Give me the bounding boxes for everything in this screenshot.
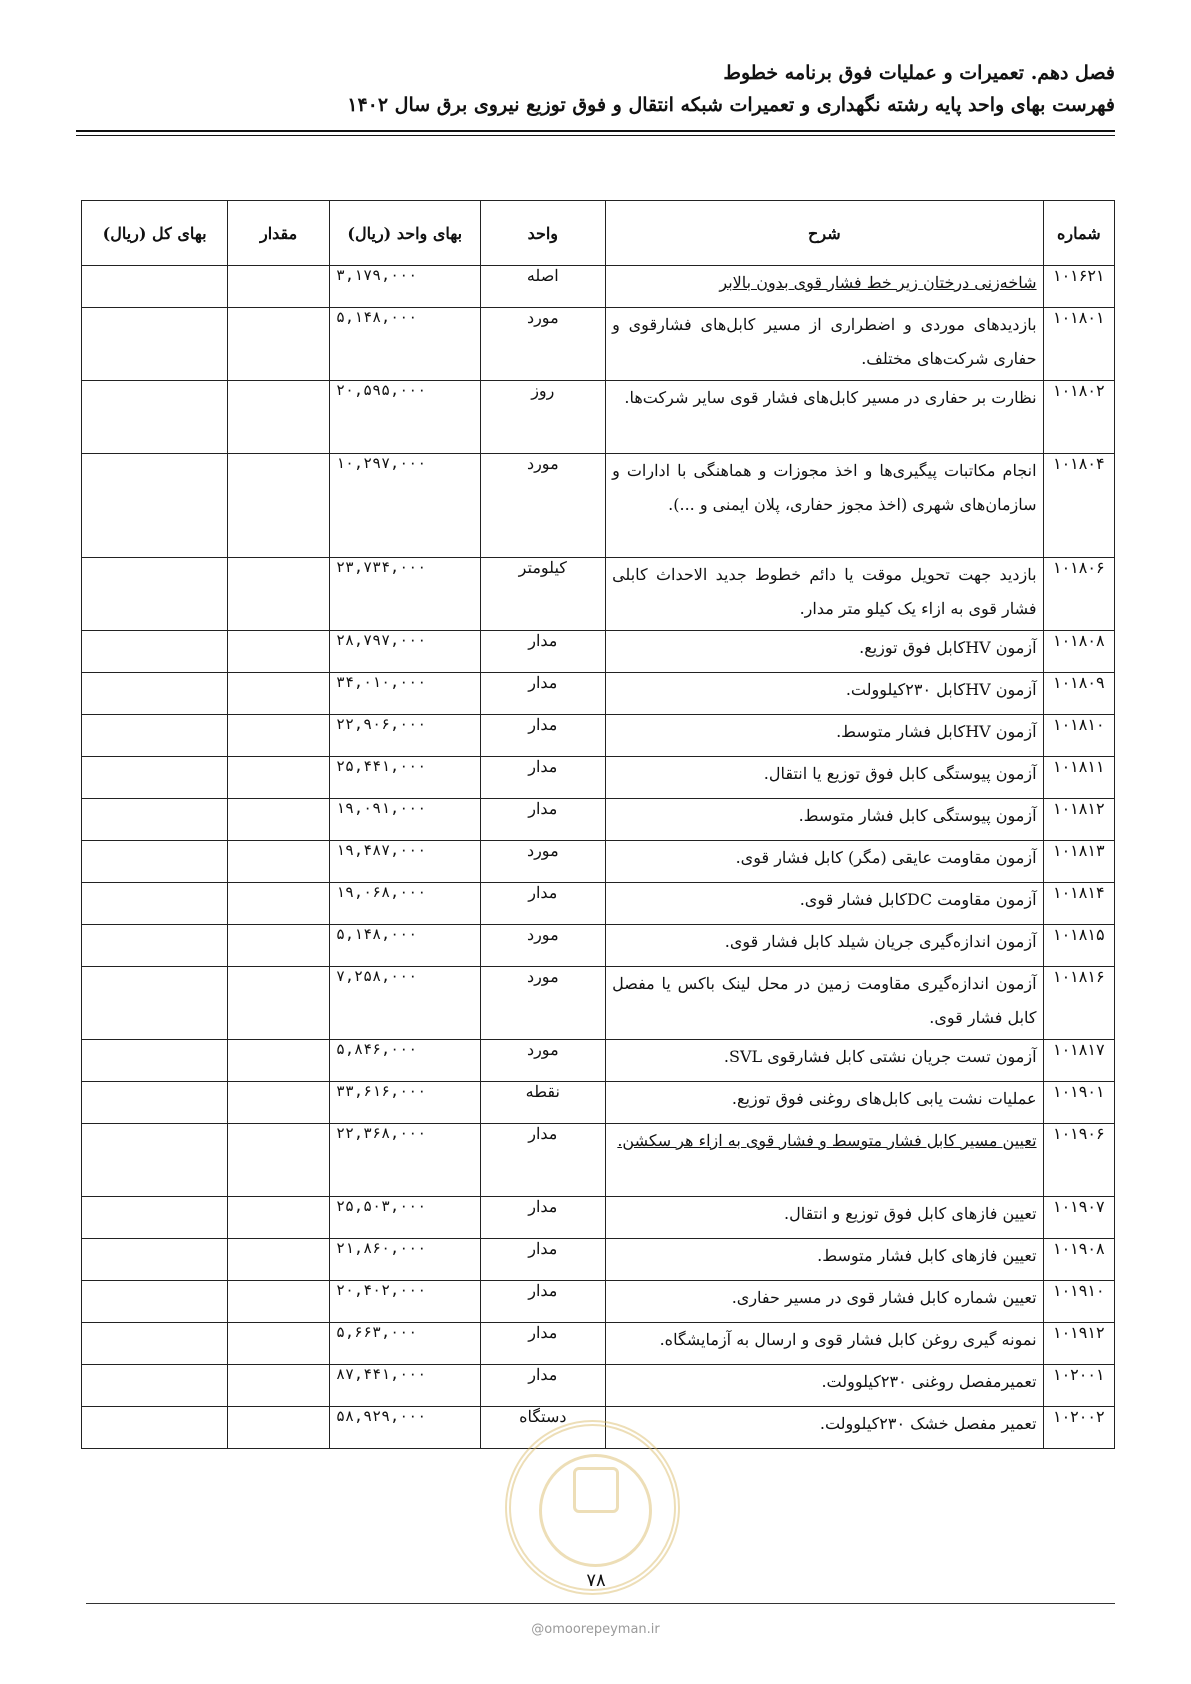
item-description: آزمون اندازه‌گیری جریان شیلد کابل فشار قوی. xyxy=(606,925,1043,967)
item-total xyxy=(82,1197,228,1239)
item-unit: مدار xyxy=(480,757,606,799)
item-unit: مورد xyxy=(480,967,606,1040)
item-quantity xyxy=(228,1323,330,1365)
item-unit: مورد xyxy=(480,308,606,381)
item-quantity xyxy=(228,1365,330,1407)
item-code: ۱۰۱۸۰۴ xyxy=(1043,454,1114,558)
table-row xyxy=(82,308,1115,381)
item-unit: نقطه xyxy=(480,1082,606,1124)
price-list-table xyxy=(81,200,1115,1449)
item-total xyxy=(82,631,228,673)
item-quantity xyxy=(228,883,330,925)
item-code: ۱۰۱۶۲۱ xyxy=(1043,266,1114,308)
table-row xyxy=(82,757,1115,799)
item-total xyxy=(82,925,228,967)
item-description: تعمیر مفصل خشک ۲۳۰کیلوولت. xyxy=(606,1407,1043,1449)
item-unit: روز xyxy=(480,381,606,454)
table-row xyxy=(82,558,1115,631)
item-unit-price: ۳,۱۷۹,۰۰۰ xyxy=(330,266,481,308)
item-code: ۱۰۱۹۰۶ xyxy=(1043,1124,1114,1197)
item-quantity xyxy=(228,1082,330,1124)
site-watermark: @omoorepeyman.ir xyxy=(531,1622,660,1637)
item-unit: مورد xyxy=(480,925,606,967)
item-code: ۱۰۱۸۱۷ xyxy=(1043,1040,1114,1082)
item-code: ۱۰۱۹۰۸ xyxy=(1043,1239,1114,1281)
item-quantity xyxy=(228,1407,330,1449)
item-total xyxy=(82,381,228,454)
table-row xyxy=(82,1281,1115,1323)
col-header-unit-price: بهای واحد (ریال) xyxy=(330,201,481,266)
col-header-qty: مقدار xyxy=(228,201,330,266)
item-code: ۱۰۱۹۱۰ xyxy=(1043,1281,1114,1323)
item-unit: مورد xyxy=(480,841,606,883)
item-unit-price: ۱۹,۰۶۸,۰۰۰ xyxy=(330,883,481,925)
table-row xyxy=(82,1124,1115,1197)
item-unit: مدار xyxy=(480,673,606,715)
item-description-text: تعیین مسیر کابل فشار متوسط و فشار قوی به ازاء هر سکشن. xyxy=(617,1131,1037,1150)
item-total xyxy=(82,1239,228,1281)
item-total xyxy=(82,1124,228,1197)
item-total xyxy=(82,967,228,1040)
item-description-text: شاخه‌زنی درختان زیر خط فشار قوی بدون بالابر xyxy=(719,273,1037,292)
item-description: آزمون پیوستگی کابل فشار متوسط. xyxy=(606,799,1043,841)
document-subtitle: فهرست بهای واحد پایه رشته نگهداری و تعمیرات شبکه انتقال و فوق توزیع نیروی برق سال ۱۴۰۲ xyxy=(347,94,1115,116)
item-total xyxy=(82,1365,228,1407)
item-code: ۱۰۱۸۰۶ xyxy=(1043,558,1114,631)
table-row xyxy=(82,266,1115,308)
item-quantity xyxy=(228,631,330,673)
item-unit-price: ۲۰,۴۰۲,۰۰۰ xyxy=(330,1281,481,1323)
item-description: آزمون مقاومت DCکابل فشار قوی. xyxy=(606,883,1043,925)
item-description: تعیین شماره کابل فشار قوی در مسیر حفاری. xyxy=(606,1281,1043,1323)
table-row xyxy=(82,925,1115,967)
table-row xyxy=(82,799,1115,841)
item-code: ۱۰۲۰۰۱ xyxy=(1043,1365,1114,1407)
item-code: ۱۰۱۸۱۰ xyxy=(1043,715,1114,757)
item-code: ۱۰۱۹۰۱ xyxy=(1043,1082,1114,1124)
table-row xyxy=(82,1365,1115,1407)
item-quantity xyxy=(228,925,330,967)
table-row xyxy=(82,883,1115,925)
item-code: ۱۰۱۸۱۱ xyxy=(1043,757,1114,799)
item-quantity xyxy=(228,673,330,715)
item-total xyxy=(82,715,228,757)
item-total xyxy=(82,799,228,841)
item-code: ۱۰۱۸۰۲ xyxy=(1043,381,1114,454)
item-unit-price: ۵,۶۶۳,۰۰۰ xyxy=(330,1323,481,1365)
item-unit: مورد xyxy=(480,454,606,558)
item-description: تعیین فازهای کابل فشار متوسط. xyxy=(606,1239,1043,1281)
item-description: تعمیرمفصل روغنی ۲۳۰کیلوولت. xyxy=(606,1365,1043,1407)
item-unit-price: ۱۰,۲۹۷,۰۰۰ xyxy=(330,454,481,558)
item-unit: کیلومتر xyxy=(480,558,606,631)
item-unit-price: ۲۵,۵۰۳,۰۰۰ xyxy=(330,1197,481,1239)
table-row xyxy=(82,1239,1115,1281)
item-description xyxy=(606,1124,1043,1197)
item-unit: اصله xyxy=(480,266,606,308)
item-description: عملیات نشت یابی کابل‌های روغنی فوق توزیع. xyxy=(606,1082,1043,1124)
item-unit-price: ۲۵,۴۴۱,۰۰۰ xyxy=(330,757,481,799)
item-description: انجام مکاتبات پیگیری‌ها و اخذ مجوزات و هماهنگی با ادارات و سازمان‌های شهری (اخذ مجوز حفاری، پلان ایمنی و ...). xyxy=(606,454,1043,558)
item-unit: مدار xyxy=(480,1281,606,1323)
item-quantity xyxy=(228,308,330,381)
item-unit-price: ۱۹,۴۸۷,۰۰۰ xyxy=(330,841,481,883)
item-unit: دستگاه xyxy=(480,1407,606,1449)
item-description: آزمون مقاومت عایقی (مگر) کابل فشار قوی. xyxy=(606,841,1043,883)
table-row xyxy=(82,1082,1115,1124)
item-total xyxy=(82,308,228,381)
item-description: آزمون تست جریان نشتی کابل فشارقوی SVL. xyxy=(606,1040,1043,1082)
table-row xyxy=(82,1323,1115,1365)
watermark-seal xyxy=(505,1420,680,1595)
item-unit: مدار xyxy=(480,883,606,925)
item-unit: مدار xyxy=(480,715,606,757)
item-unit: مدار xyxy=(480,1239,606,1281)
item-unit-price: ۲۲,۳۶۸,۰۰۰ xyxy=(330,1124,481,1197)
item-unit-price: ۲۲,۹۰۶,۰۰۰ xyxy=(330,715,481,757)
item-code: ۱۰۱۹۱۲ xyxy=(1043,1323,1114,1365)
item-unit: مدار xyxy=(480,1323,606,1365)
item-quantity xyxy=(228,1281,330,1323)
item-description: آزمون HVکابل فوق توزیع. xyxy=(606,631,1043,673)
item-quantity xyxy=(228,967,330,1040)
item-unit-price: ۷,۲۵۸,۰۰۰ xyxy=(330,967,481,1040)
item-code: ۱۰۱۸۰۹ xyxy=(1043,673,1114,715)
item-description: آزمون HVکابل ۲۳۰کیلوولت. xyxy=(606,673,1043,715)
item-code: ۱۰۱۸۱۵ xyxy=(1043,925,1114,967)
item-description: بازدیدهای موردی و اضطراری از مسیر کابل‌های فشارقوی و حفاری شرکت‌های مختلف. xyxy=(606,308,1043,381)
item-total xyxy=(82,1040,228,1082)
page-number: ۷۸ xyxy=(586,1570,606,1591)
item-unit-price: ۳۳,۶۱۶,۰۰۰ xyxy=(330,1082,481,1124)
item-total xyxy=(82,673,228,715)
item-description: نمونه گیری روغن کابل فشار قوی و ارسال به آزمایشگاه. xyxy=(606,1323,1043,1365)
item-code: ۱۰۱۸۱۶ xyxy=(1043,967,1114,1040)
table-row xyxy=(82,1040,1115,1082)
col-header-unit: واحد xyxy=(480,201,606,266)
item-unit-price: ۵,۱۴۸,۰۰۰ xyxy=(330,925,481,967)
item-quantity xyxy=(228,381,330,454)
page-header xyxy=(76,60,1115,120)
item-code: ۱۰۱۹۰۷ xyxy=(1043,1197,1114,1239)
table-row xyxy=(82,454,1115,558)
item-code: ۱۰۱۸۰۸ xyxy=(1043,631,1114,673)
item-unit-price: ۲۰,۵۹۵,۰۰۰ xyxy=(330,381,481,454)
item-unit-price: ۳۴,۰۱۰,۰۰۰ xyxy=(330,673,481,715)
item-unit: مدار xyxy=(480,1365,606,1407)
item-total xyxy=(82,841,228,883)
table-row xyxy=(82,1197,1115,1239)
item-unit-price: ۲۱,۸۶۰,۰۰۰ xyxy=(330,1239,481,1281)
item-total xyxy=(82,454,228,558)
item-quantity xyxy=(228,715,330,757)
item-quantity xyxy=(228,799,330,841)
item-code: ۱۰۱۸۱۴ xyxy=(1043,883,1114,925)
item-total xyxy=(82,1281,228,1323)
item-quantity xyxy=(228,1124,330,1197)
item-total xyxy=(82,1323,228,1365)
item-quantity xyxy=(228,454,330,558)
item-quantity xyxy=(228,757,330,799)
col-header-total: بهای کل (ریال) xyxy=(82,201,228,266)
table-row xyxy=(82,673,1115,715)
item-code: ۱۰۱۸۱۲ xyxy=(1043,799,1114,841)
item-unit-price: ۱۹,۰۹۱,۰۰۰ xyxy=(330,799,481,841)
item-unit-price: ۵,۸۴۶,۰۰۰ xyxy=(330,1040,481,1082)
table-row xyxy=(82,715,1115,757)
item-unit: مدار xyxy=(480,631,606,673)
table-header-row xyxy=(82,201,1115,266)
item-quantity xyxy=(228,1197,330,1239)
item-description: آزمون اندازه‌گیری مقاومت زمین در محل لینک باکس یا مفصل کابل فشار قوی. xyxy=(606,967,1043,1040)
table-body xyxy=(82,266,1115,1449)
item-description: آزمون HVکابل فشار متوسط. xyxy=(606,715,1043,757)
item-unit: مورد xyxy=(480,1040,606,1082)
col-header-desc: شرح xyxy=(606,201,1043,266)
item-description: آزمون پیوستگی کابل فوق توزیع یا انتقال. xyxy=(606,757,1043,799)
item-total xyxy=(82,757,228,799)
item-total xyxy=(82,1082,228,1124)
item-description: بازدید جهت تحویل موقت یا دائم خطوط جدید الاحداث کابلی فشار قوی به ازاء یک کیلو متر مدار. xyxy=(606,558,1043,631)
item-unit-price: ۲۸,۷۹۷,۰۰۰ xyxy=(330,631,481,673)
col-header-code: شماره xyxy=(1043,201,1114,266)
item-code: ۱۰۱۸۱۳ xyxy=(1043,841,1114,883)
header-rule-thin xyxy=(76,135,1115,136)
item-unit-price: ۸۷,۴۴۱,۰۰۰ xyxy=(330,1365,481,1407)
item-total xyxy=(82,883,228,925)
item-unit: مدار xyxy=(480,1124,606,1197)
item-unit-price: ۲۳,۷۳۴,۰۰۰ xyxy=(330,558,481,631)
item-quantity xyxy=(228,841,330,883)
item-quantity xyxy=(228,1239,330,1281)
item-description: نظارت بر حفاری در مسیر کابل‌های فشار قوی سایر شرکت‌ها. xyxy=(606,381,1043,454)
item-code: ۱۰۲۰۰۲ xyxy=(1043,1407,1114,1449)
table-row xyxy=(82,631,1115,673)
item-unit-price: ۵,۱۴۸,۰۰۰ xyxy=(330,308,481,381)
item-quantity xyxy=(228,558,330,631)
header-rule-thick xyxy=(76,130,1115,132)
table-row xyxy=(82,381,1115,454)
item-total xyxy=(82,558,228,631)
item-total xyxy=(82,1407,228,1449)
item-description: تعیین فازهای کابل فوق توزیع و انتقال. xyxy=(606,1197,1043,1239)
item-total xyxy=(82,266,228,308)
item-unit: مدار xyxy=(480,799,606,841)
item-quantity xyxy=(228,1040,330,1082)
item-unit: مدار xyxy=(480,1197,606,1239)
item-unit-price: ۵۸,۹۲۹,۰۰۰ xyxy=(330,1407,481,1449)
item-code: ۱۰۱۸۰۱ xyxy=(1043,308,1114,381)
table-row xyxy=(82,967,1115,1040)
table-row xyxy=(82,841,1115,883)
item-quantity xyxy=(228,266,330,308)
item-description xyxy=(606,266,1043,308)
chapter-title: فصل دهم. تعمیرات و عملیات فوق برنامه خطوط xyxy=(723,62,1115,84)
footer-rule xyxy=(86,1603,1115,1604)
